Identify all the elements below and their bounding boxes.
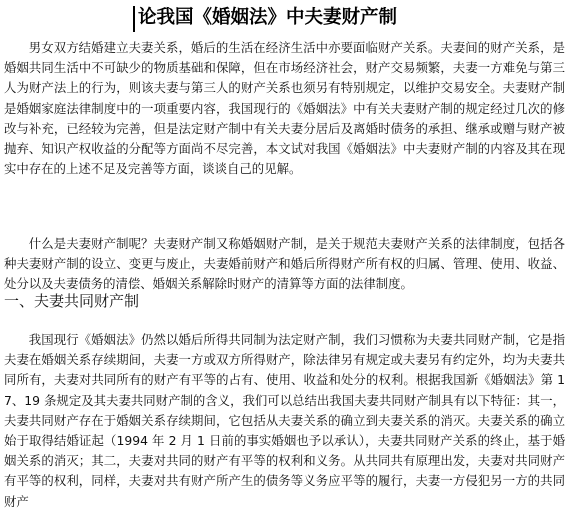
section-paragraph-1: 我国现行《婚姻法》仍然以婚后所得共同制为法定财产制，我们习惯称为夫妻共同财产制，它是指夫妻在婚姻关系存续期间，夫妻一方或双方所得财产，除法律另有规定或夫妻另有约定外，均为夫妻共同所有，夫妻对共同所有的财产有平等的占有、使用、收益和处分的权利。根据我国新《婚姻法》第 17、19 条规定及其夫妻共同财产制的含义，我们可以总结出我国夫妻共同财产制具有以下特征：其一，夫妻共同财产存在于婚姻关系存续期间，它包括从夫妻关系的确立到夫妻关系的消灭。夫妻关系的确立始于取得结婚证起（1994 年 2 月 1 日前的事实婚姻也予以承认），夫妻共同财产关系的终止，基于婚姻关系的消灭；其二，夫妻对共同的财产有平等的权利和义务。从共同共有原理出发，夫妻对共同财产有平等的权利，同样，夫妻对共有财产所产生的债务等义务应平等的履行，夫妻一方侵犯另一方的共同财产 [4,332,565,509]
document-title: 论我国《婚姻法》中夫妻财产制 [138,7,398,28]
intro-paragraph-2: 什么是夫妻财产制呢？夫妻财产制又称婚姻财产制，是关于规范夫妻财产关系的法律制度，包括各种夫妻财产制的设立、变更与废止，夫妻婚前财产和婚后所得财产所有权的归属、管理、使用、收益、处分以及夫妻债务的清偿、婚姻关系解除时财产的清算等方面的法律制度。 [4,236,565,292]
section-heading: 一、夫妻共同财产制 [4,292,140,310]
title-row [0,4,570,32]
intro-paragraph-1: 男女双方结婚建立夫妻关系，婚后的生活在经济生活中亦要面临财产关系。夫妻间的财产关系，是婚姻共同生活中不可缺少的物质基础和保障，但在市场经济社会，财产交易频繁，夫妻一方难免与第三人为财产法上的行为，则该夫妻与第三人的财产关系也须另有特别规定，以维护交易安全。夫妻财产制是婚姻家庭法律制度中的一项重要内容，我国现行的《婚姻法》中有关夫妻财产制的规定经过几次的修改与补充，已经较为完善，但是法定财产制中有关夫妻分居后及离婚时债务的承担、继承或赠与财产被抛弃、知识产权收益的分配等方面尚不尽完善，本文试对我国《婚姻法》中夫妻财产制的内容及其在现实中存在的上述不足及完善等方面，谈谈自己的见解。 [4,40,565,177]
text-cursor [133,6,135,32]
